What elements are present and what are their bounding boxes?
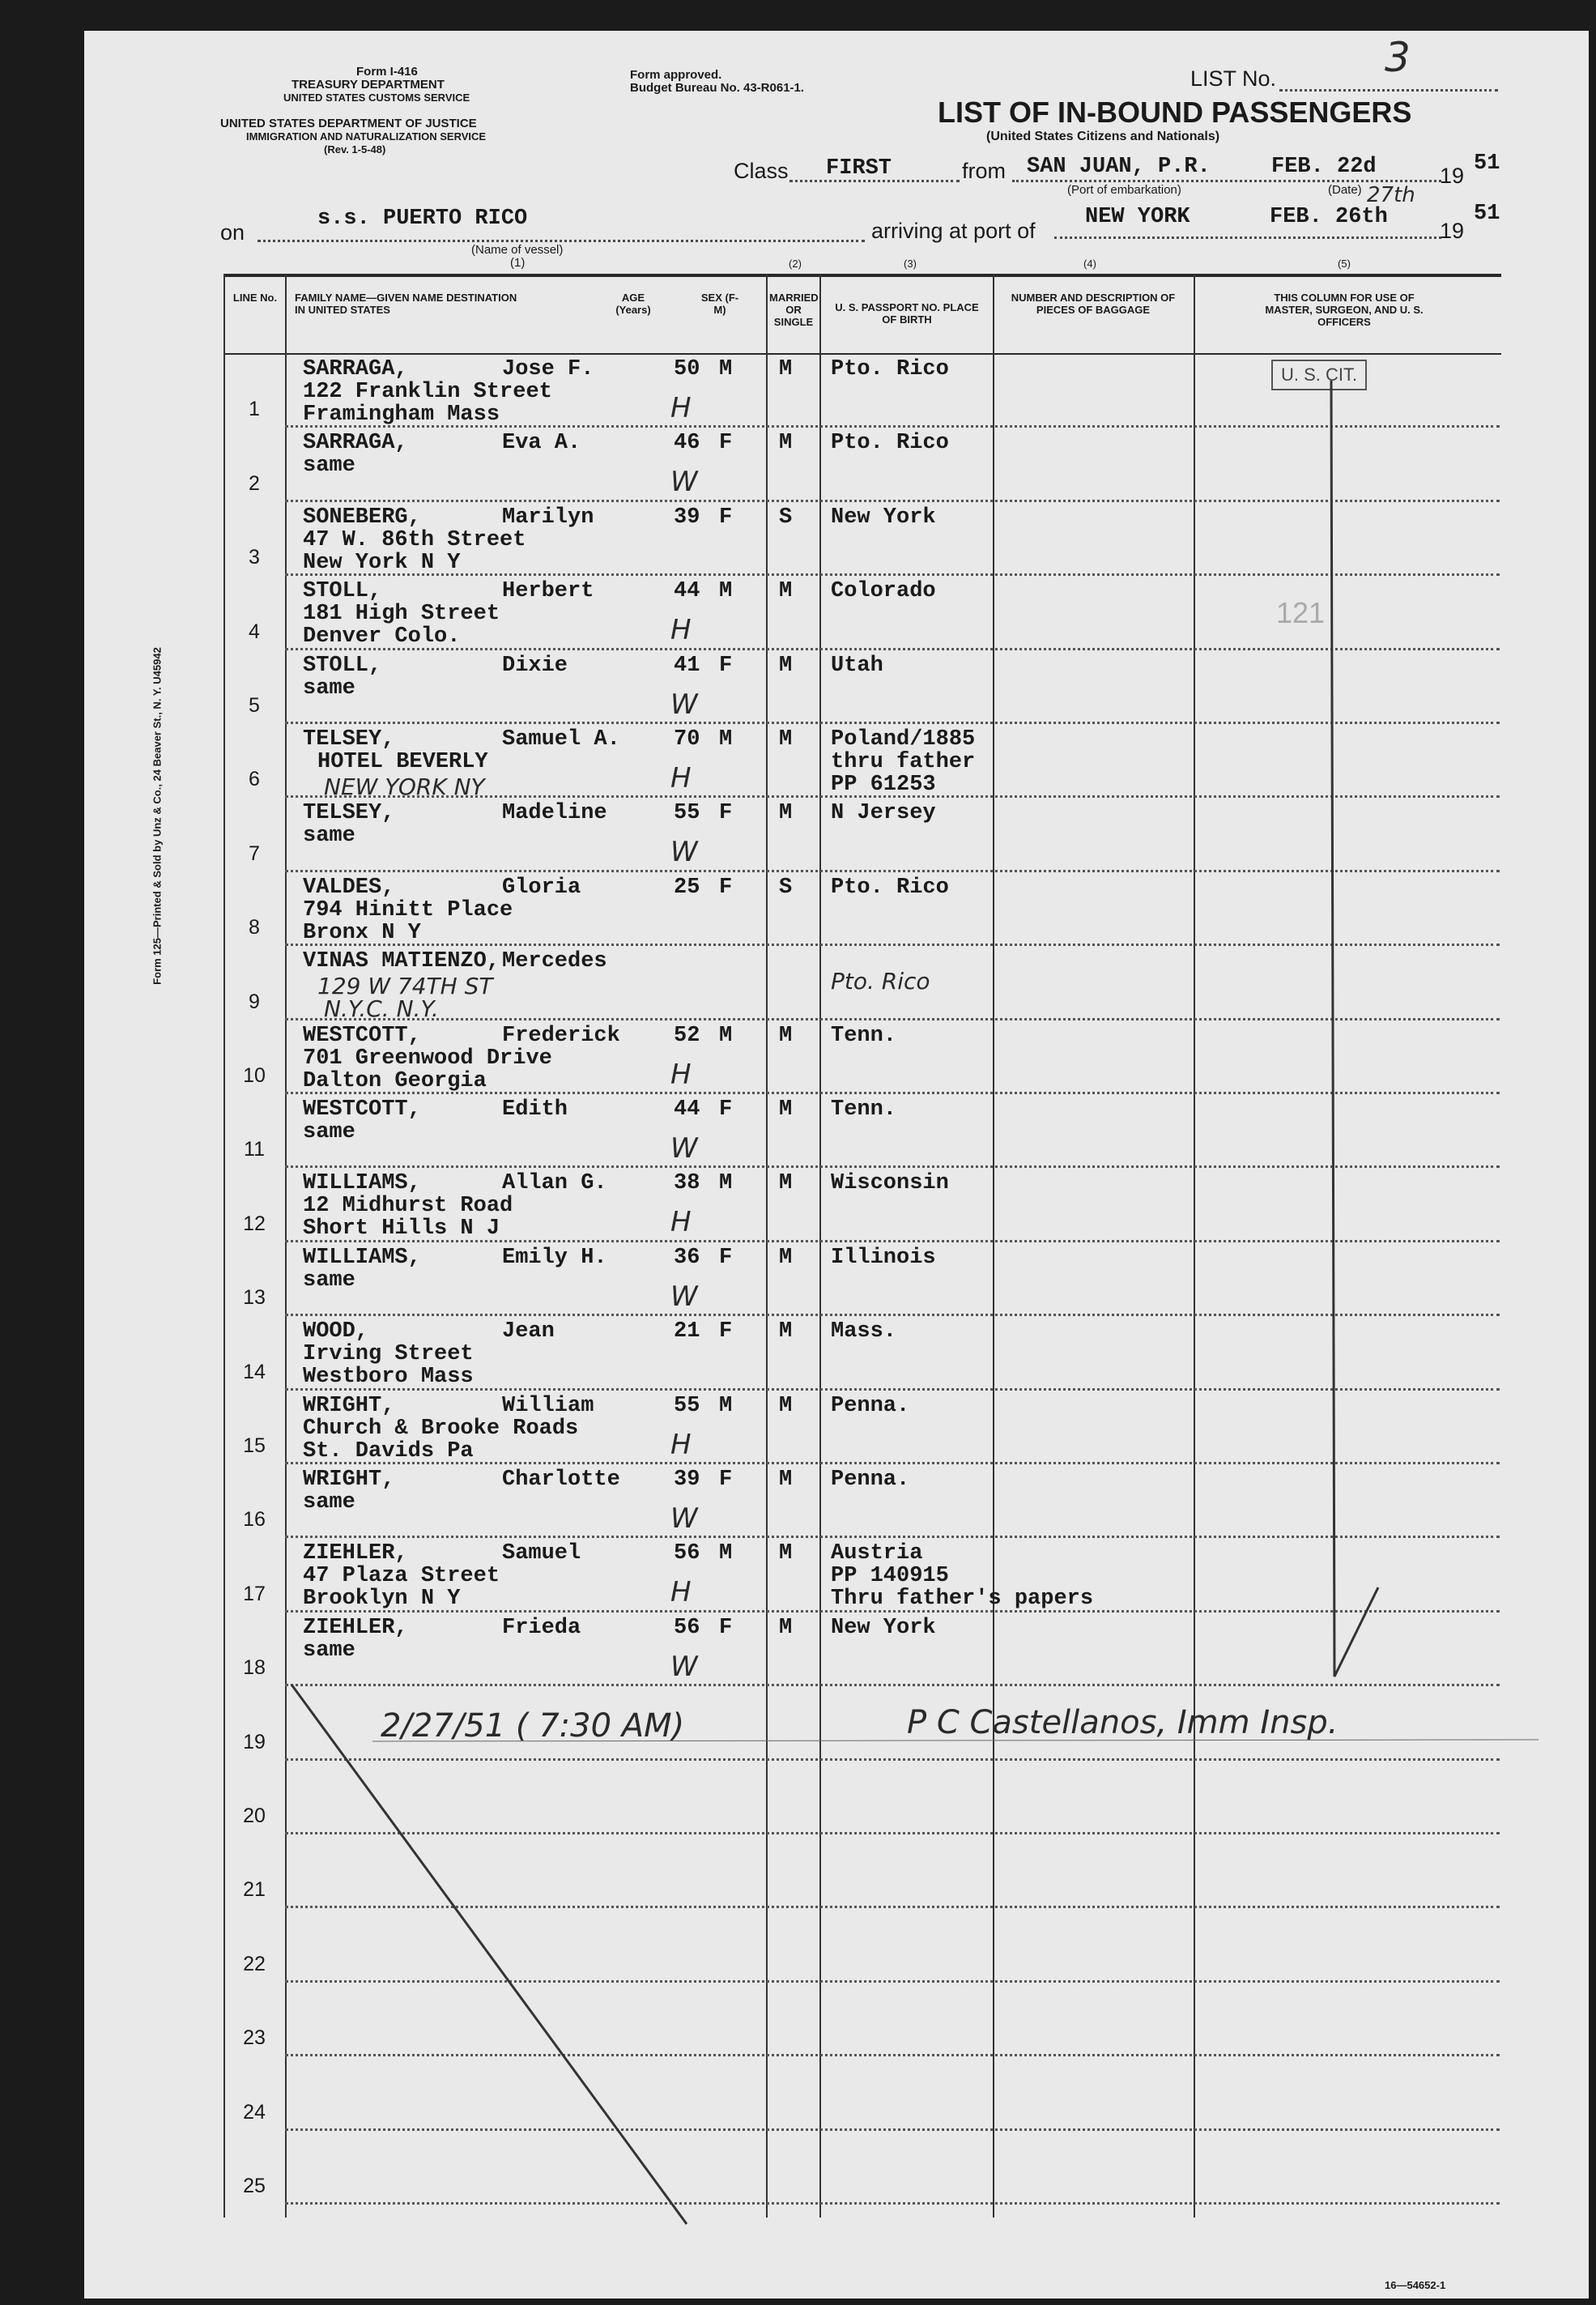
age: 25 bbox=[674, 875, 700, 900]
age: 36 bbox=[674, 1245, 700, 1270]
household-mark: W bbox=[670, 466, 698, 499]
household-mark: H bbox=[670, 1576, 692, 1609]
class-label: Class bbox=[734, 159, 789, 183]
customs-label: UNITED STATES CUSTOMS SERVICE bbox=[283, 92, 470, 104]
age: 70 bbox=[674, 727, 700, 752]
col-baggage: NUMBER AND DESCRIPTION OF PIECES OF BAGGAGE bbox=[1011, 292, 1176, 316]
marital-status: M bbox=[779, 1468, 793, 1492]
address-line-1: 129 W 74TH ST bbox=[317, 973, 493, 1000]
age: 39 bbox=[674, 1468, 700, 1492]
birthplace: Utah bbox=[831, 653, 883, 678]
family-name: VALDES, bbox=[303, 875, 395, 900]
col-officers: THIS COLUMN FOR USE OF MASTER, SURGEON, AND U. S. OFFICERS bbox=[1265, 292, 1424, 328]
col-num-3: (3) bbox=[904, 258, 917, 270]
sex: F bbox=[719, 653, 733, 678]
col-num-4: (4) bbox=[1083, 258, 1096, 270]
birthplace: Tenn. bbox=[831, 1023, 897, 1048]
family-name: WESTCOTT, bbox=[303, 1023, 421, 1048]
col-name: FAMILY NAME—GIVEN NAME DESTINATION IN UNITED STATES bbox=[295, 292, 517, 316]
household-mark: H bbox=[670, 1428, 692, 1461]
given-name: Herbert bbox=[502, 579, 594, 604]
line-number: 3 bbox=[249, 546, 260, 569]
line-number: 1 bbox=[249, 398, 260, 421]
address-line-1: same bbox=[303, 824, 355, 849]
signature-underline bbox=[372, 1740, 1539, 1741]
on-label: on bbox=[220, 220, 245, 245]
approved-label: Form approved. bbox=[630, 68, 722, 82]
address-line-1: same bbox=[303, 1268, 355, 1293]
sex: F bbox=[719, 1245, 733, 1270]
marital-status: M bbox=[779, 1615, 793, 1640]
col-passport: U. S. PASSPORT NO. PLACE OF BIRTH bbox=[835, 301, 979, 326]
from-label: from bbox=[962, 159, 1006, 183]
birthplace: Austria bbox=[831, 1541, 923, 1566]
age: 21 bbox=[674, 1319, 700, 1344]
marital-status: M bbox=[779, 357, 793, 381]
family-name: SONEBERG, bbox=[303, 505, 421, 530]
age: 55 bbox=[674, 801, 700, 826]
address-line-1: 47 Plaza Street bbox=[303, 1564, 500, 1589]
family-name: SARRAGA, bbox=[303, 357, 408, 381]
passport-number: PP 140915 bbox=[831, 1564, 949, 1589]
given-name: William bbox=[502, 1393, 594, 1418]
line-number: 8 bbox=[249, 916, 260, 939]
side-imprint: Form 125—Printed & Sold by Unz & Co., 24 Beaver St., N. Y. U45942 bbox=[151, 647, 164, 985]
line-number: 23 bbox=[243, 2026, 266, 2050]
family-name: WRIGHT, bbox=[303, 1468, 395, 1492]
household-mark: W bbox=[670, 1132, 698, 1165]
given-name: Dixie bbox=[502, 653, 568, 678]
sex: M bbox=[719, 1393, 733, 1418]
household-mark: W bbox=[670, 836, 698, 869]
marital-status: M bbox=[779, 579, 793, 604]
marital-status: M bbox=[779, 1393, 793, 1418]
address-line-1: same bbox=[303, 675, 355, 701]
line-number: 5 bbox=[249, 694, 260, 717]
line-number: 11 bbox=[244, 1138, 265, 1161]
line-number: 18 bbox=[243, 1656, 266, 1680]
marital-status: S bbox=[779, 875, 793, 900]
family-name: SARRAGA, bbox=[303, 431, 408, 456]
sex: M bbox=[719, 357, 733, 381]
port-embark: SAN JUAN, P.R. bbox=[1027, 155, 1211, 179]
age: 44 bbox=[674, 1097, 700, 1122]
given-name: Gloria bbox=[502, 875, 581, 900]
line-number: 12 bbox=[243, 1212, 266, 1235]
address-line-1: 701 Greenwood Drive bbox=[303, 1046, 552, 1071]
household-mark: W bbox=[670, 1502, 698, 1535]
given-name: Edith bbox=[502, 1097, 568, 1122]
marital-status: M bbox=[779, 431, 793, 456]
given-name: Samuel A. bbox=[502, 727, 620, 752]
birthplace: New York bbox=[831, 505, 936, 530]
birthplace: Pto. Rico bbox=[831, 875, 949, 900]
treasury-label: TREASURY DEPARTMENT bbox=[292, 78, 445, 92]
date-caption: (Date) bbox=[1328, 183, 1362, 197]
line-number: 4 bbox=[249, 620, 260, 643]
household-mark: H bbox=[670, 614, 692, 647]
address-line-1: same bbox=[303, 1638, 355, 1663]
sex: M bbox=[719, 1171, 733, 1196]
household-mark: W bbox=[670, 1650, 698, 1683]
col-line-no: LINE No. bbox=[232, 292, 278, 304]
age: 39 bbox=[674, 505, 700, 530]
family-name: WOOD, bbox=[303, 1319, 369, 1344]
vessel-name: s.s. PUERTO RICO bbox=[317, 207, 528, 231]
line-number: 17 bbox=[243, 1582, 266, 1605]
given-name: Jose F. bbox=[502, 357, 594, 381]
line-number: 20 bbox=[243, 1804, 266, 1827]
marital-status: M bbox=[779, 801, 793, 826]
age: 44 bbox=[674, 579, 700, 604]
line-number: 19 bbox=[243, 1730, 266, 1753]
age: 46 bbox=[674, 431, 700, 456]
address-line-2: Brooklyn N Y bbox=[303, 1587, 461, 1612]
age: 56 bbox=[674, 1615, 700, 1640]
line-number: 7 bbox=[249, 841, 260, 865]
line-number: 24 bbox=[243, 2100, 266, 2124]
page-subtitle: (United States Citizens and Nationals) bbox=[986, 130, 1220, 143]
col-age: AGE (Years) bbox=[615, 292, 651, 316]
line-number: 21 bbox=[243, 1878, 266, 1902]
date-depart: FEB. 22d bbox=[1271, 155, 1377, 179]
class-value: FIRST bbox=[826, 156, 892, 181]
form-number: Form I-416 bbox=[356, 65, 418, 79]
marital-status: S bbox=[779, 505, 793, 530]
given-name: Charlotte bbox=[502, 1468, 620, 1492]
revision-label: (Rev. 1-5-48) bbox=[324, 143, 386, 156]
checkmark-stroke bbox=[1331, 381, 1378, 1677]
family-name: WRIGHT, bbox=[303, 1393, 395, 1418]
age: 52 bbox=[674, 1023, 700, 1048]
address-line-1: 47 W. 86th Street bbox=[303, 527, 526, 552]
address-line-1: 12 Midhurst Road bbox=[303, 1194, 513, 1219]
marital-status: M bbox=[779, 1319, 793, 1344]
household-mark: W bbox=[670, 1280, 698, 1313]
address-line-1: Irving Street bbox=[303, 1342, 474, 1367]
inspection-datetime: 2/27/51 ( 7:30 AM) bbox=[381, 1707, 685, 1745]
address-line-2: Westboro Mass bbox=[303, 1365, 474, 1390]
household-mark: H bbox=[670, 1058, 692, 1091]
marital-status: M bbox=[779, 1097, 793, 1122]
given-name: Jean bbox=[502, 1319, 555, 1344]
birthplace: Colorado bbox=[831, 579, 936, 604]
year-depart: 51 bbox=[1474, 151, 1500, 176]
address-line-1: 794 Hinitt Place bbox=[303, 897, 513, 922]
passport-number: thru father bbox=[831, 750, 976, 774]
birthplace: Tenn. bbox=[831, 1097, 897, 1122]
passport-note: Thru father's papers bbox=[831, 1587, 1094, 1612]
sex: F bbox=[719, 875, 733, 900]
family-name: STOLL, bbox=[303, 579, 382, 604]
address-line-2: New York N Y bbox=[303, 550, 461, 575]
birthplace: New York bbox=[831, 1615, 936, 1640]
given-name: Mercedes bbox=[502, 949, 607, 974]
port-arrive: NEW YORK bbox=[1085, 205, 1190, 229]
given-name: Marilyn bbox=[502, 505, 594, 530]
family-name: TELSEY, bbox=[303, 727, 395, 752]
age: 38 bbox=[674, 1171, 700, 1196]
birthplace: Pto. Rico bbox=[831, 968, 930, 995]
sex: F bbox=[719, 801, 733, 826]
given-name: Eva A. bbox=[502, 431, 581, 456]
line-number: 13 bbox=[243, 1286, 266, 1310]
date-correction: 27th bbox=[1367, 183, 1415, 207]
marital-status: M bbox=[779, 727, 793, 752]
address-line-2: NEW YORK NY bbox=[324, 773, 485, 800]
household-mark: H bbox=[670, 392, 692, 424]
col-num-2: (2) bbox=[789, 258, 802, 270]
family-name: ZIEHLER, bbox=[303, 1541, 408, 1566]
sex: M bbox=[719, 1023, 733, 1048]
given-name: Frederick bbox=[502, 1023, 620, 1048]
address-line-1: 181 High Street bbox=[303, 602, 500, 627]
line-number: 10 bbox=[243, 1064, 266, 1087]
year-arrive: 51 bbox=[1474, 202, 1500, 226]
marital-status: M bbox=[779, 653, 793, 678]
family-name: WESTCOTT, bbox=[303, 1097, 421, 1122]
birthplace: Illinois bbox=[831, 1245, 936, 1270]
address-line-1: 122 Franklin Street bbox=[303, 380, 552, 404]
sex: M bbox=[719, 1541, 733, 1566]
vessel-caption: (Name of vessel) bbox=[471, 243, 564, 257]
age: 50 bbox=[674, 357, 700, 381]
line-number: 16 bbox=[243, 1508, 266, 1532]
line-number: 14 bbox=[243, 1360, 266, 1383]
family-name: WILLIAMS, bbox=[303, 1245, 421, 1270]
us-citizen-stamp: U. S. CIT. bbox=[1271, 360, 1367, 390]
line-number: 25 bbox=[243, 2175, 266, 2197]
age: 41 bbox=[674, 653, 700, 678]
address-line-2: Framingham Mass bbox=[303, 403, 500, 427]
address-line-2: St. Davids Pa bbox=[303, 1438, 474, 1464]
birthplace: Poland/1885 bbox=[831, 727, 976, 752]
sex: M bbox=[719, 579, 733, 604]
age: 56 bbox=[674, 1541, 700, 1566]
diagonal-strike bbox=[292, 1685, 687, 2224]
sex: F bbox=[719, 431, 733, 456]
birthplace: Penna. bbox=[831, 1468, 910, 1492]
line-number: 9 bbox=[249, 990, 260, 1013]
inspector-signature: P C Castellanos, Imm Insp. bbox=[907, 1704, 1339, 1741]
birthplace: Pto. Rico bbox=[831, 357, 949, 381]
address-line-2: Short Hills N J bbox=[303, 1216, 500, 1242]
marital-status: M bbox=[779, 1245, 793, 1270]
birthplace: Penna. bbox=[831, 1393, 910, 1418]
given-name: Madeline bbox=[502, 801, 607, 826]
age: 55 bbox=[674, 1393, 700, 1418]
line-number: 22 bbox=[243, 1952, 266, 1975]
justice-label: UNITED STATES DEPARTMENT OF JUSTICE bbox=[220, 117, 477, 130]
birthplace: N Jersey bbox=[831, 801, 936, 826]
sex: M bbox=[719, 727, 733, 752]
given-name: Allan G. bbox=[502, 1171, 607, 1196]
household-mark: H bbox=[670, 762, 692, 795]
line-number: 2 bbox=[249, 471, 260, 495]
address-line-2: Denver Colo. bbox=[303, 624, 461, 650]
given-name: Samuel bbox=[502, 1541, 581, 1566]
address-line-1: Church & Brooke Roads bbox=[303, 1416, 579, 1441]
address-line-1: same bbox=[303, 1490, 355, 1515]
birthplace: Mass. bbox=[831, 1319, 897, 1344]
birthplace: Wisconsin bbox=[831, 1171, 949, 1196]
arriving-label: arriving at port of bbox=[871, 219, 1036, 243]
family-name: TELSEY, bbox=[303, 801, 395, 826]
port-embark-caption: (Port of embarkation) bbox=[1067, 183, 1181, 197]
line-number: 15 bbox=[243, 1434, 266, 1457]
address-line-1: same bbox=[303, 454, 355, 479]
budget-label: Budget Bureau No. 43-R061-1. bbox=[630, 81, 805, 95]
faint-number: 121 bbox=[1276, 596, 1326, 629]
ins-label: IMMIGRATION AND NATURALIZATION SERVICE bbox=[246, 130, 487, 143]
household-mark: W bbox=[670, 688, 698, 721]
footer-code: 16—54652-1 bbox=[1385, 2279, 1446, 2291]
list-no-label: LIST No. bbox=[1190, 66, 1277, 91]
sex: F bbox=[719, 1468, 733, 1492]
address-line-1: HOTEL BEVERLY bbox=[317, 750, 488, 774]
year-prefix-arrive: 19 bbox=[1440, 219, 1465, 243]
family-name: STOLL, bbox=[303, 653, 382, 678]
sex: F bbox=[719, 1615, 733, 1640]
birthplace: Pto. Rico bbox=[831, 431, 949, 456]
sex: F bbox=[719, 1097, 733, 1122]
given-name: Frieda bbox=[502, 1615, 581, 1640]
page-title: LIST OF IN-BOUND PASSENGERS bbox=[938, 96, 1412, 129]
family-name: WILLIAMS, bbox=[303, 1171, 421, 1196]
col-married: MARRIED OR SINGLE bbox=[769, 292, 819, 328]
marital-status: M bbox=[779, 1023, 793, 1048]
household-mark: H bbox=[670, 1206, 692, 1239]
family-name: VINAS MATIENZO, bbox=[303, 949, 500, 974]
address-line-2: Dalton Georgia bbox=[303, 1068, 487, 1093]
line-number: 6 bbox=[249, 768, 260, 791]
col-num-5: (5) bbox=[1338, 258, 1351, 270]
column-1-label: (1) bbox=[510, 256, 526, 270]
address-line-2: Bronx N Y bbox=[303, 920, 421, 945]
col-sex: SEX (F-M) bbox=[700, 292, 739, 316]
address-line-1: same bbox=[303, 1120, 355, 1144]
date-arrive: FEB. 26th bbox=[1270, 205, 1388, 229]
passport-note: PP 61253 bbox=[831, 773, 936, 797]
marital-status: M bbox=[779, 1541, 793, 1566]
sex: F bbox=[719, 1319, 733, 1344]
sex: F bbox=[719, 505, 733, 530]
marital-status: M bbox=[779, 1171, 793, 1196]
list-no-value: 3 bbox=[1385, 34, 1411, 81]
given-name: Emily H. bbox=[502, 1245, 607, 1270]
year-prefix-depart: 19 bbox=[1440, 164, 1465, 188]
address-line-2: N.Y.C. N.Y. bbox=[324, 995, 439, 1023]
family-name: ZIEHLER, bbox=[303, 1615, 408, 1640]
